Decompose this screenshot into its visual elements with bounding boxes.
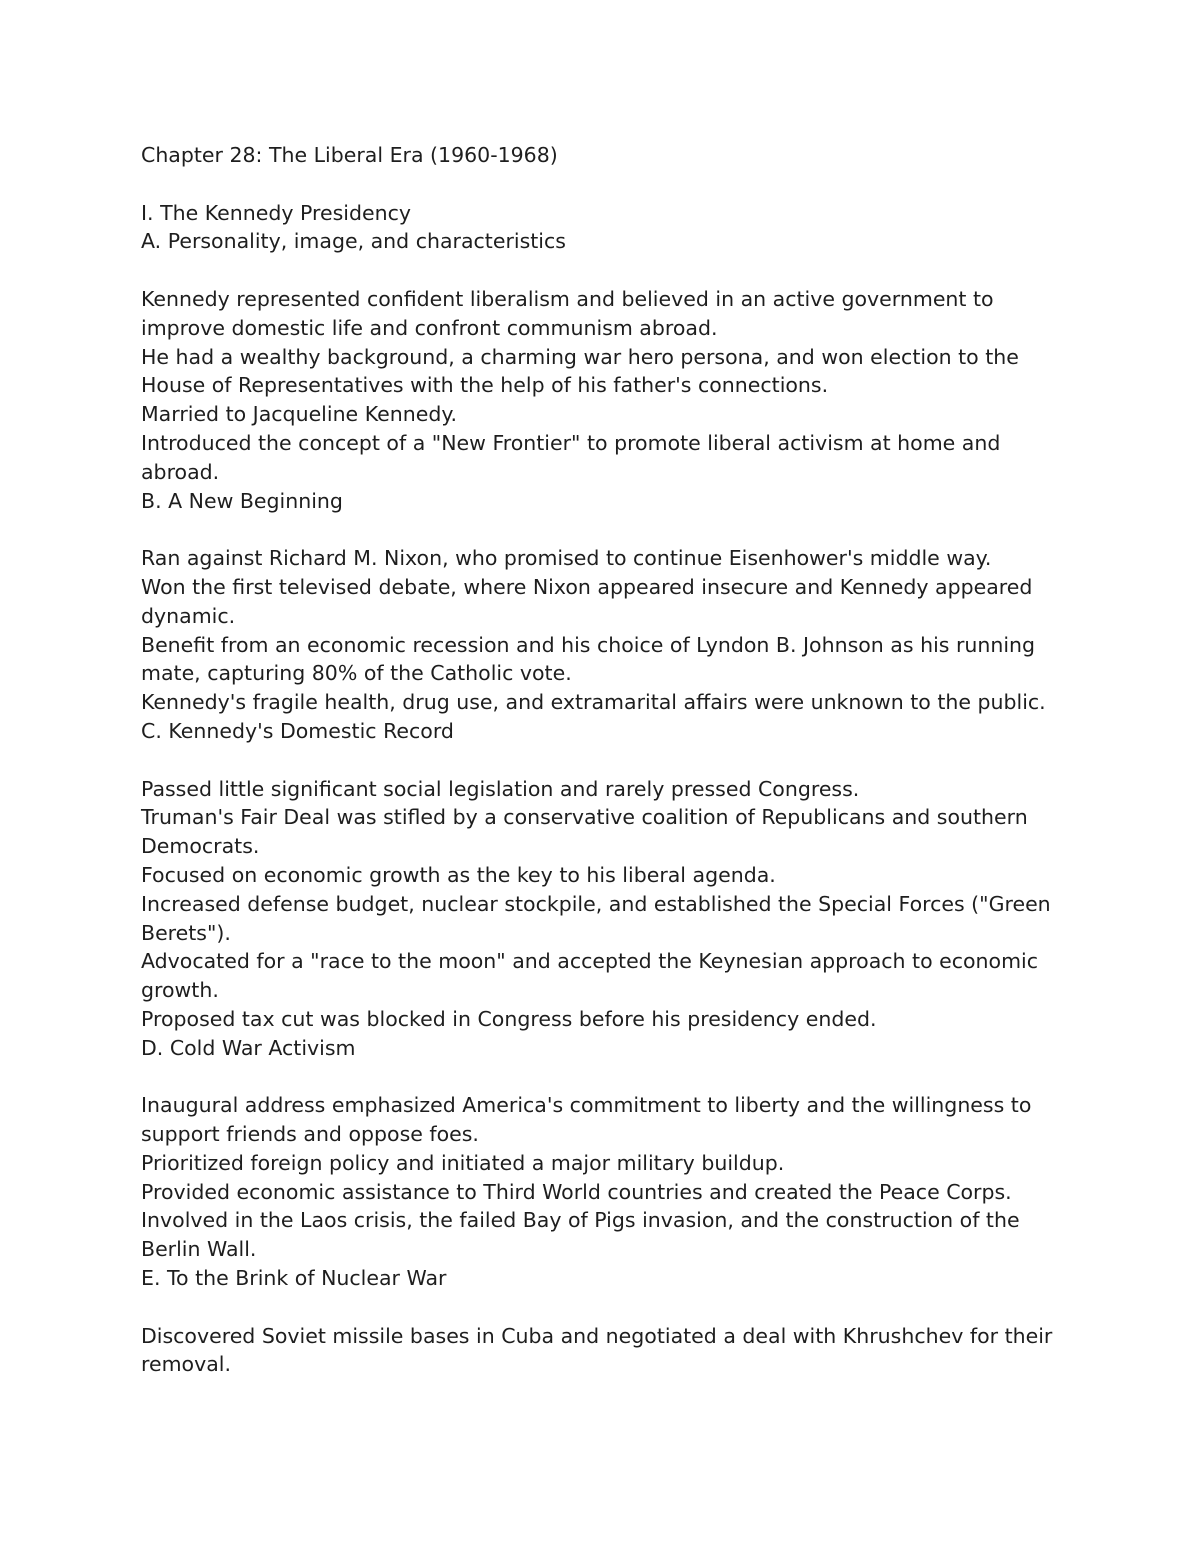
paragraph: Focused on economic growth as the key to his liberal agenda. [141,862,776,887]
paragraph: Won the first televised debate, where Nixon appeared insecure and Kennedy appeared dynamic. [141,574,1033,628]
subsection-heading-e: E. To the Brink of Nuclear War [141,1266,447,1291]
document-title: Chapter 28: The Liberal Era (1960-1968) [141,143,558,167]
section-heading: I. The Kennedy Presidency [141,200,412,225]
spacer [141,256,1071,285]
paragraph: Inaugural address emphasized America's commitment to liberty and the willingness to support friends and oppose foes. [141,1093,1032,1147]
paragraph: Benefit from an economic recession and his choice of Lyndon B. Johnson as his running mate, capturing 80% of the Catholic vote. [141,632,1036,686]
paragraph: Discovered Soviet missile bases in Cuba and negotiated a deal with Khrushchev for their removal. [141,1323,1053,1377]
subsection-heading-d: D. Cold War Activism [141,1035,356,1060]
subsection-heading-c: C. Kennedy's Domestic Record [141,718,454,743]
paragraph: He had a wealthy background, a charming war hero persona, and won election to the House of Representatives with the help of his father's connections. [141,344,1019,398]
paragraph: Provided economic assistance to Third World countries and created the Peace Corps. [141,1179,1012,1204]
paragraph: Kennedy's fragile health, drug use, and extramarital affairs were unknown to the public. [141,690,1046,715]
document-page [141,141,1071,1379]
subsection-heading-a: A. Personality, image, and characteristics [141,229,566,254]
paragraph: Introduced the concept of a "New Frontier" to promote liberal activism at home and abroad. [141,430,1001,484]
paragraph: Involved in the Laos crisis, the failed Bay of Pigs invasion, and the construction of the Berlin Wall. [141,1208,1020,1262]
spacer [141,746,1071,775]
paragraph: Married to Jacqueline Kennedy. [141,402,458,427]
paragraph: Advocated for a "race to the moon" and accepted the Keynesian approach to economic growth. [141,949,1039,1003]
paragraph: Truman's Fair Deal was stifled by a conservative coalition of Republicans and southern Democrats. [141,805,1028,859]
paragraph: Prioritized foreign policy and initiated a major military buildup. [141,1150,785,1175]
paragraph: Passed little significant social legislation and rarely pressed Congress. [141,776,860,801]
subsection-heading-b: B. A New Beginning [141,488,343,513]
paragraph: Ran against Richard M. Nixon, who promised to continue Eisenhower's middle way. [141,546,992,571]
spacer [141,1293,1071,1322]
paragraph: Kennedy represented confident liberalism and believed in an active government to improve domestic life and confront communism abroad. [141,286,994,340]
spacer [141,515,1071,544]
paragraph: Proposed tax cut was blocked in Congress before his presidency ended. [141,1006,877,1031]
paragraph: Increased defense budget, nuclear stockpile, and established the Special Forces ("Green Berets"). [141,891,1051,945]
spacer [141,1063,1071,1092]
spacer [141,170,1071,199]
